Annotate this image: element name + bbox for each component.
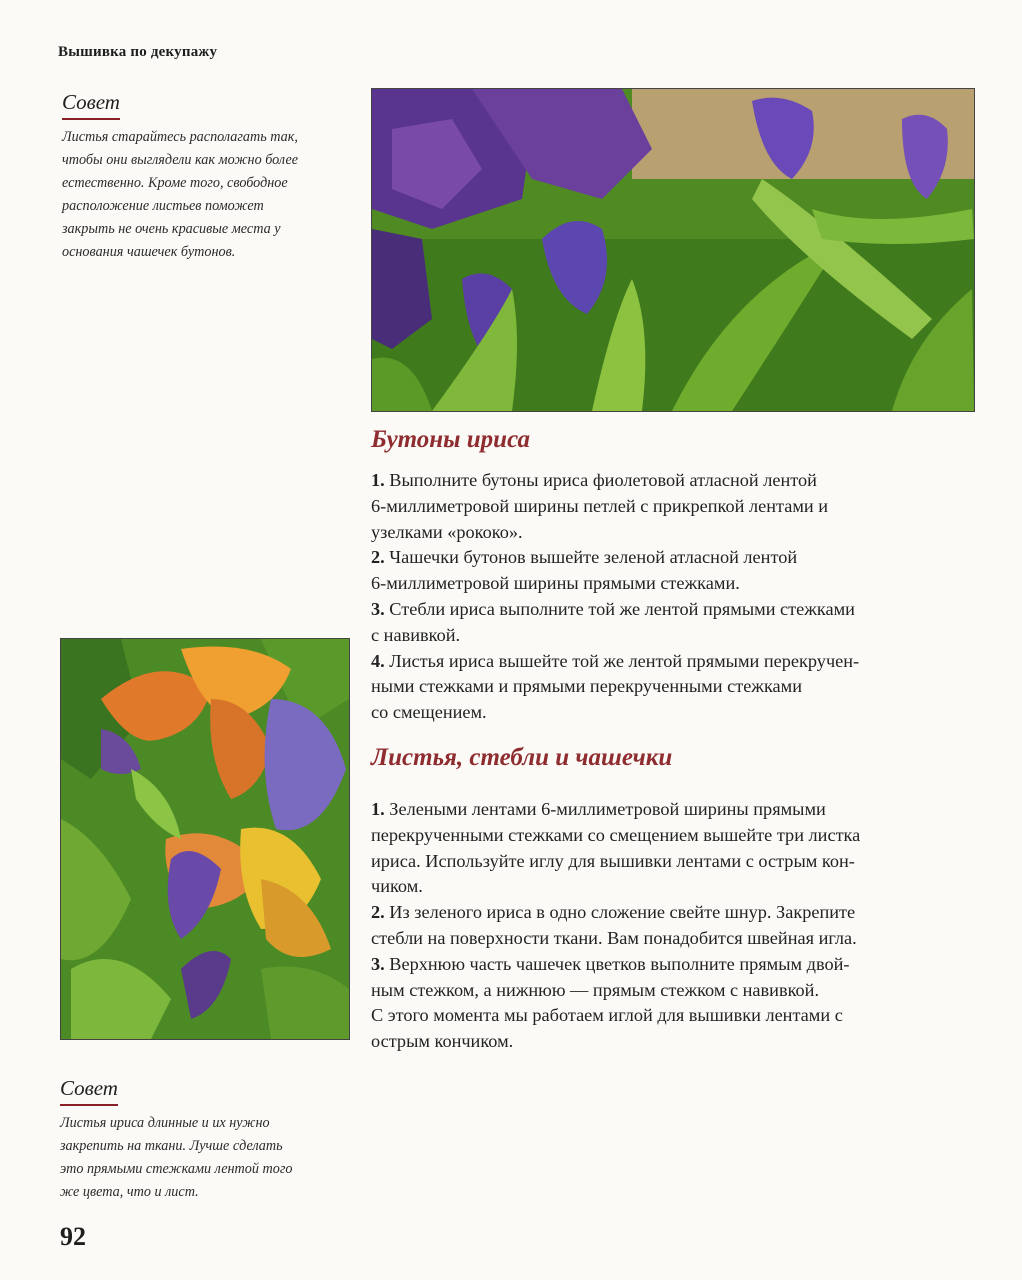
page-number: 92	[60, 1222, 86, 1251]
step-number: 3.	[371, 953, 385, 974]
step-number: 3.	[371, 598, 385, 619]
step-text: ным стежком, а нижнюю — прямым стежком с навивкой.	[371, 979, 820, 1000]
step-text: стебли на поверхности ткани. Вам понадобится швейная игла.	[371, 927, 857, 948]
step-number: 2.	[371, 902, 385, 923]
step-text: Стебли ириса выполните той же лентой прямыми стежками	[389, 598, 855, 619]
instruction-line	[371, 1029, 986, 1055]
instruction-line	[371, 674, 986, 700]
instruction-line	[371, 978, 986, 1004]
leaves-instructions	[371, 797, 986, 1055]
tip-line: Листья старайтесь располагать так,	[62, 129, 298, 145]
step-text: чиком.	[371, 876, 423, 897]
section-title-leaves: Листья, стебли и чашечки	[371, 744, 673, 771]
step-number: 1.	[371, 799, 385, 819]
step-text: Из зеленого ириса в одно сложение свейте шнур. Закрепите	[389, 902, 856, 923]
step-text: Выполните бутоны ириса фиолетовой атласной лентой	[389, 470, 817, 490]
instruction-line	[371, 571, 986, 597]
step-text: с навивкой.	[371, 624, 461, 645]
instruction-line	[371, 1003, 986, 1029]
step-text: 6-миллиметровой ширины прямыми стежками.	[371, 573, 740, 594]
section-title-buds: Бутоны ириса	[371, 426, 531, 453]
instruction-line	[371, 649, 986, 675]
tip-line: это прямыми стежками лентой того	[60, 1161, 293, 1177]
step-text: Чашечки бутонов вышейте зеленой атласной лентой	[389, 547, 798, 568]
instruction-line	[371, 597, 986, 623]
step-text: узелками «рококо».	[371, 521, 523, 542]
tip-text	[60, 1112, 350, 1204]
tip-line: естественно. Кроме того, свободное	[62, 175, 288, 191]
tip-line: же цвета, что и лист.	[60, 1184, 199, 1200]
tip-box-bottom	[60, 1076, 350, 1204]
instruction-line	[371, 797, 986, 823]
step-number: 2.	[371, 547, 385, 568]
step-text: Зелеными лентами 6-миллиметровой ширины прямыми	[389, 799, 826, 819]
tip-line: чтобы они выглядели как можно более	[62, 152, 299, 168]
step-text: Верхнюю часть чашечек цветков выполните прямым двой-	[389, 953, 850, 974]
instruction-line	[371, 900, 986, 926]
instruction-line	[371, 952, 986, 978]
step-text: 6-миллиметровой ширины петлей с прикрепкой лентами и	[371, 495, 829, 516]
tip-line: расположение листьев поможет	[62, 198, 264, 214]
step-text: Листья ириса вышейте той же лентой прямыми перекручен-	[389, 650, 860, 671]
step-text: С этого момента мы работаем иглой для вышивки лентами с	[371, 1005, 843, 1026]
iris-flowers-photo	[60, 638, 350, 1040]
instruction-line	[371, 494, 986, 520]
tip-line: закрепить на ткани. Лучше сделать	[60, 1138, 283, 1154]
running-head: Вышивка по декупажу	[58, 44, 218, 60]
tip-title: Совет	[62, 90, 120, 120]
step-text: со смещением.	[371, 702, 487, 723]
tip-line: основания чашечек бутонов.	[62, 244, 236, 260]
tip-title: Совет	[60, 1076, 118, 1106]
instruction-line	[371, 520, 986, 546]
step-text: острым кончиком.	[371, 1031, 514, 1052]
instruction-line	[371, 468, 986, 494]
buds-instructions	[371, 468, 986, 726]
instruction-line	[371, 926, 986, 952]
instruction-line	[371, 545, 986, 571]
instruction-line	[371, 849, 986, 875]
instruction-line	[371, 623, 986, 649]
step-text: перекрученными стежками со смещением вышейте три листка	[371, 824, 861, 845]
instruction-line	[371, 823, 986, 849]
tip-line: Листья ириса длинные и их нужно	[60, 1115, 270, 1131]
tip-text	[62, 126, 352, 264]
step-text: ными стежками и прямыми перекрученными стежками	[371, 676, 803, 697]
step-number: 4.	[371, 650, 385, 671]
tip-box-top	[62, 90, 352, 264]
tip-line: закрыть не очень красивые места у	[62, 221, 281, 237]
step-number: 1.	[371, 470, 385, 490]
instruction-line	[371, 874, 986, 900]
iris-buds-photo	[371, 88, 975, 412]
instruction-line	[371, 700, 986, 726]
step-text: ириса. Используйте иглу для вышивки лентами с острым кон-	[371, 850, 855, 871]
